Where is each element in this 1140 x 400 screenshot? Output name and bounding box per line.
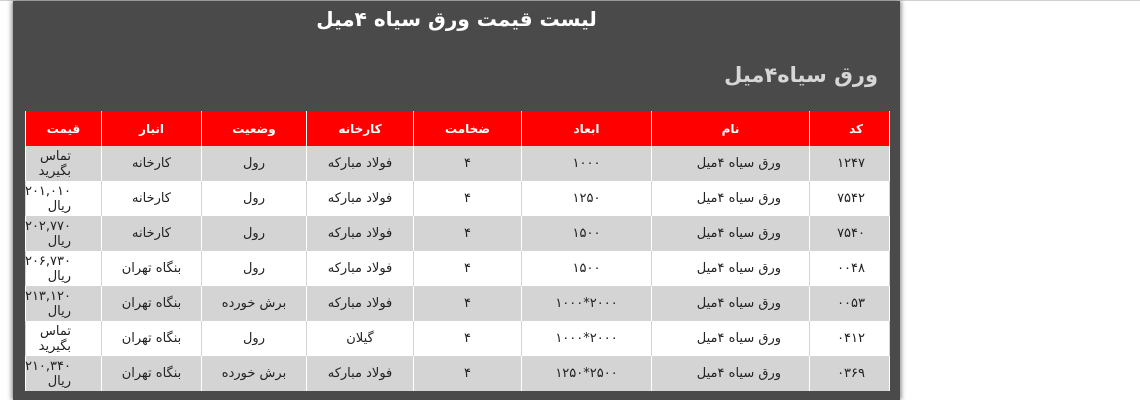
cell-thickness: ۴ (414, 216, 522, 251)
table-row (26, 286, 890, 321)
cell-status: رول (202, 216, 307, 251)
header-dimensions: ابعاد (522, 111, 652, 146)
cell-name: ورق سیاه ۴میل (652, 146, 810, 181)
cell-factory: فولاد مبارکه (307, 146, 414, 181)
price-table (25, 111, 890, 391)
cell-status: برش خورده (202, 356, 307, 391)
cell-name: ورق سیاه ۴میل (652, 216, 810, 251)
header-code: کد (810, 111, 890, 146)
price-list-panel (13, 1, 900, 400)
cell-price: تماس بگیرید (26, 146, 102, 181)
cell-price: ۲۱۰,۳۴۰ ریال (26, 356, 102, 391)
cell-dimensions: ۱۵۰۰ (522, 216, 652, 251)
cell-thickness: ۴ (414, 181, 522, 216)
cell-warehouse: بنگاه تهران (102, 251, 202, 286)
cell-thickness: ۴ (414, 146, 522, 181)
table-row (26, 251, 890, 286)
cell-factory: فولاد مبارکه (307, 286, 414, 321)
cell-code: ۷۵۴۲ (810, 181, 890, 216)
header-thickness: ضخامت (414, 111, 522, 146)
cell-price: تماس بگیرید (26, 321, 102, 356)
cell-price: ۲۰۱,۰۱۰ ریال (26, 181, 102, 216)
cell-factory: فولاد مبارکه (307, 216, 414, 251)
table-row (26, 321, 890, 356)
cell-warehouse: کارخانه (102, 146, 202, 181)
cell-factory: فولاد مبارکه (307, 181, 414, 216)
cell-warehouse: بنگاه تهران (102, 286, 202, 321)
page-title: لیست قیمت ورق سیاه ۴میل (316, 7, 597, 31)
cell-status: رول (202, 146, 307, 181)
cell-thickness: ۴ (414, 251, 522, 286)
table-row (26, 356, 890, 391)
table-header-row (26, 111, 890, 146)
cell-dimensions: ۱۰۰۰ (522, 146, 652, 181)
cell-warehouse: کارخانه (102, 181, 202, 216)
cell-code: ۰۴۱۲ (810, 321, 890, 356)
table-row (26, 146, 890, 181)
cell-status: رول (202, 251, 307, 286)
cell-factory: فولاد مبارکه (307, 251, 414, 286)
table-row (26, 216, 890, 251)
cell-dimensions: ۲۰۰۰*۱۰۰۰ (522, 286, 652, 321)
cell-name: ورق سیاه ۴میل (652, 251, 810, 286)
cell-dimensions: ۱۵۰۰ (522, 251, 652, 286)
cell-code: ۱۲۴۷ (810, 146, 890, 181)
table-row (26, 181, 890, 216)
cell-price: ۲۰۲,۷۷۰ ریال (26, 216, 102, 251)
cell-thickness: ۴ (414, 356, 522, 391)
cell-warehouse: بنگاه تهران (102, 321, 202, 356)
header-factory: کارخانه (307, 111, 414, 146)
section-title: ورق سیاه۴میل (724, 63, 878, 87)
cell-warehouse: کارخانه (102, 216, 202, 251)
cell-factory: فولاد مبارکه (307, 356, 414, 391)
cell-price: ۲۱۳,۱۲۰ ریال (26, 286, 102, 321)
cell-name: ورق سیاه ۴میل (652, 356, 810, 391)
cell-code: ۰۳۶۹ (810, 356, 890, 391)
cell-code: ۰۰۴۸ (810, 251, 890, 286)
cell-status: رول (202, 321, 307, 356)
cell-thickness: ۴ (414, 321, 522, 356)
cell-thickness: ۴ (414, 286, 522, 321)
cell-warehouse: بنگاه تهران (102, 356, 202, 391)
cell-dimensions: ۲۰۰۰*۱۰۰۰ (522, 321, 652, 356)
header-warehouse: انبار (102, 111, 202, 146)
header-name: نام (652, 111, 810, 146)
cell-name: ورق سیاه ۴میل (652, 286, 810, 321)
cell-code: ۰۰۵۳ (810, 286, 890, 321)
cell-price: ۲۰۶,۷۳۰ ریال (26, 251, 102, 286)
cell-status: برش خورده (202, 286, 307, 321)
cell-name: ورق سیاه ۴میل (652, 181, 810, 216)
cell-dimensions: ۱۲۵۰ (522, 181, 652, 216)
cell-factory: گیلان (307, 321, 414, 356)
header-status: وضعیت (202, 111, 307, 146)
cell-status: رول (202, 181, 307, 216)
cell-code: ۷۵۴۰ (810, 216, 890, 251)
header-price: قیمت (26, 111, 102, 146)
cell-dimensions: ۲۵۰۰*۱۲۵۰ (522, 356, 652, 391)
cell-name: ورق سیاه ۴میل (652, 321, 810, 356)
